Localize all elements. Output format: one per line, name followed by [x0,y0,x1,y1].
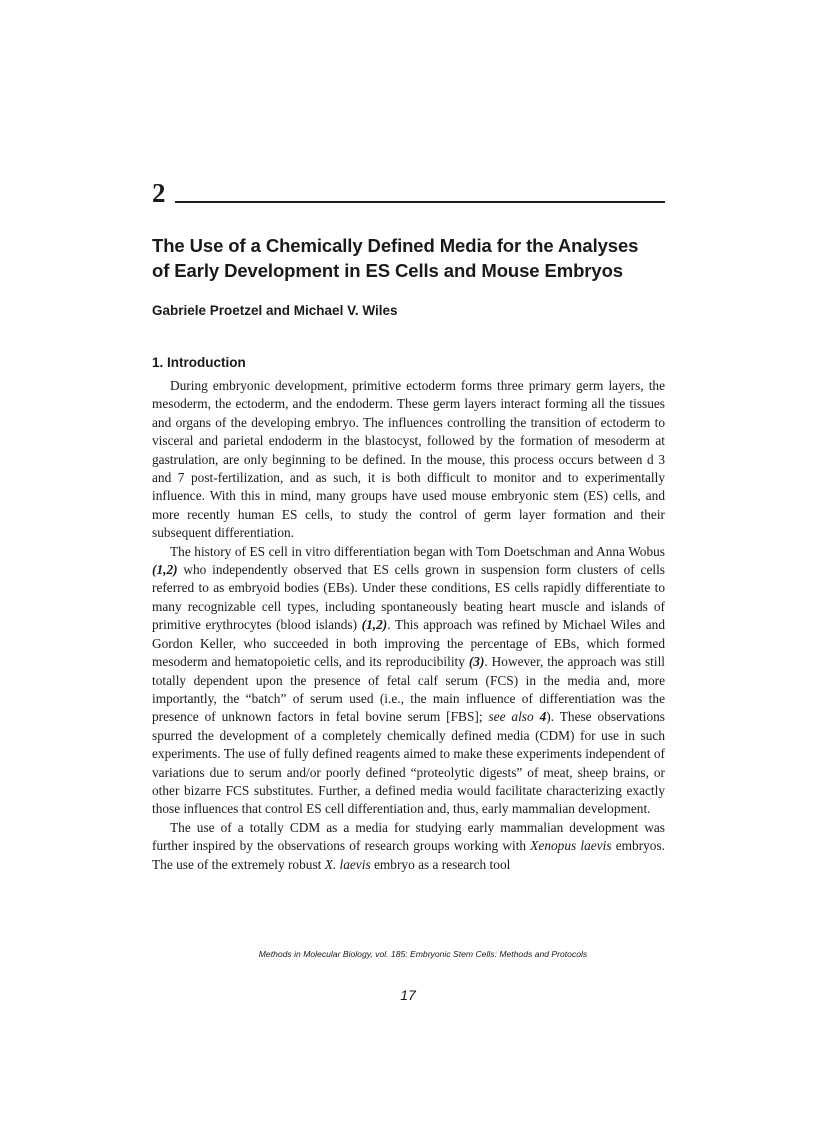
body-text [152,377,665,874]
paragraph-3 [152,819,665,874]
paragraph-2 [152,543,665,819]
chapter-title-line-2: of Early Development in ES Cells and Mouse Embryos [152,260,623,281]
section-heading-introduction: 1. Introduction [152,355,246,370]
species-name-abbreviated: X. laevis [324,856,371,872]
paragraph-2-text: . This approach was refined by Michael Wiles and Gordon Keller, who succeeded in both improving the percentage of EBs, which formed mesoderm and hematopoietic cells, and its reproducibility [152,617,665,670]
paragraph-3-text: The use of a totally CDM as a media for studying early mammalian development was further inspired by the observations of research groups working with [152,819,665,854]
paragraph-2-text: . However, the approach was still totally dependent upon the presence of fetal calf serum (FCS) in the media and, more importantly, the “batch” of serum used (i.e., the main influence of differentiation was the presence of unknown factors in fetal bovine serum [FBS]; [152,654,665,725]
footer-series-citation: Methods in Molecular Biology, vol. 185: Embryonic Stem Cells: Methods and Protocols [258,949,588,959]
page-number: 17 [400,987,416,1003]
chapter-rule-divider [175,201,665,203]
citation-ref: (1,2) [361,617,388,633]
chapter-title-line-1: The Use of a Chemically Defined Media for the Analyses [152,235,639,256]
citation-ref: (1,2) [152,562,178,578]
paragraph-2-text: who independently observed that ES cells grown in suspension form clusters of cells referred to as embryoid bodies (EBs). Under these conditions, ES cells rapidly differentiate to many recognizable cell types, including spontaneously beating heart muscle and islands of primitive erythrocytes (blood islands) [152,562,665,633]
see-also-phrase: see also [488,709,534,725]
citation-ref: 4 [539,709,547,725]
paragraph-3-text: embryo as a research tool [370,856,511,872]
species-name: Xenopus laevis [530,838,612,854]
paragraph-1: During embryonic development, primitive ectoderm forms three primary germ layers, the mesoderm, the ectoderm, and the endoderm. These germ layers interact forming all the tissues and organs of the developing embryo. The influences controlling the transition of ectoderm to visceral and parietal endoderm in the blastocyst, followed by the formation of mesoderm at gastrulation, are only beginning to be defined. In the mouse, this process occurs between d 3 and 7 post-fertilization, and as such, it is both difficult to monitor and to experimentally influence. With this in mind, many groups have used mouse embryonic stem (ES) cells, and more recently human ES cells, to study the control of germ layer formation and their subsequent differentiation. [152,378,665,541]
paragraph-2-text: ). These observations spurred the development of a completely chemically defined media (CDM) for use in such experiments. The use of fully defined reagents aimed to make these experiments independent of variations due to serum and/or poorly defined “proteolytic digests” of meat, sheep brains, or other bizarre FCS substitutes. Further, a defined media would facilitate characterizing exactly those influences that control ES cell differentiation and, thus, early mammalian development. [152,709,665,817]
citation-ref: (3) [468,654,485,670]
paragraph-3-text: embryos. The use of the extremely robust [152,838,665,872]
paragraph-2-text: The history of ES cell in vitro differentiation began with Tom Doetschman and Anna Wobus [170,543,665,559]
author-list: Gabriele Proetzel and Michael V. Wiles [152,303,398,318]
chapter-number: 2 [152,178,166,208]
chapter-title [152,233,692,283]
